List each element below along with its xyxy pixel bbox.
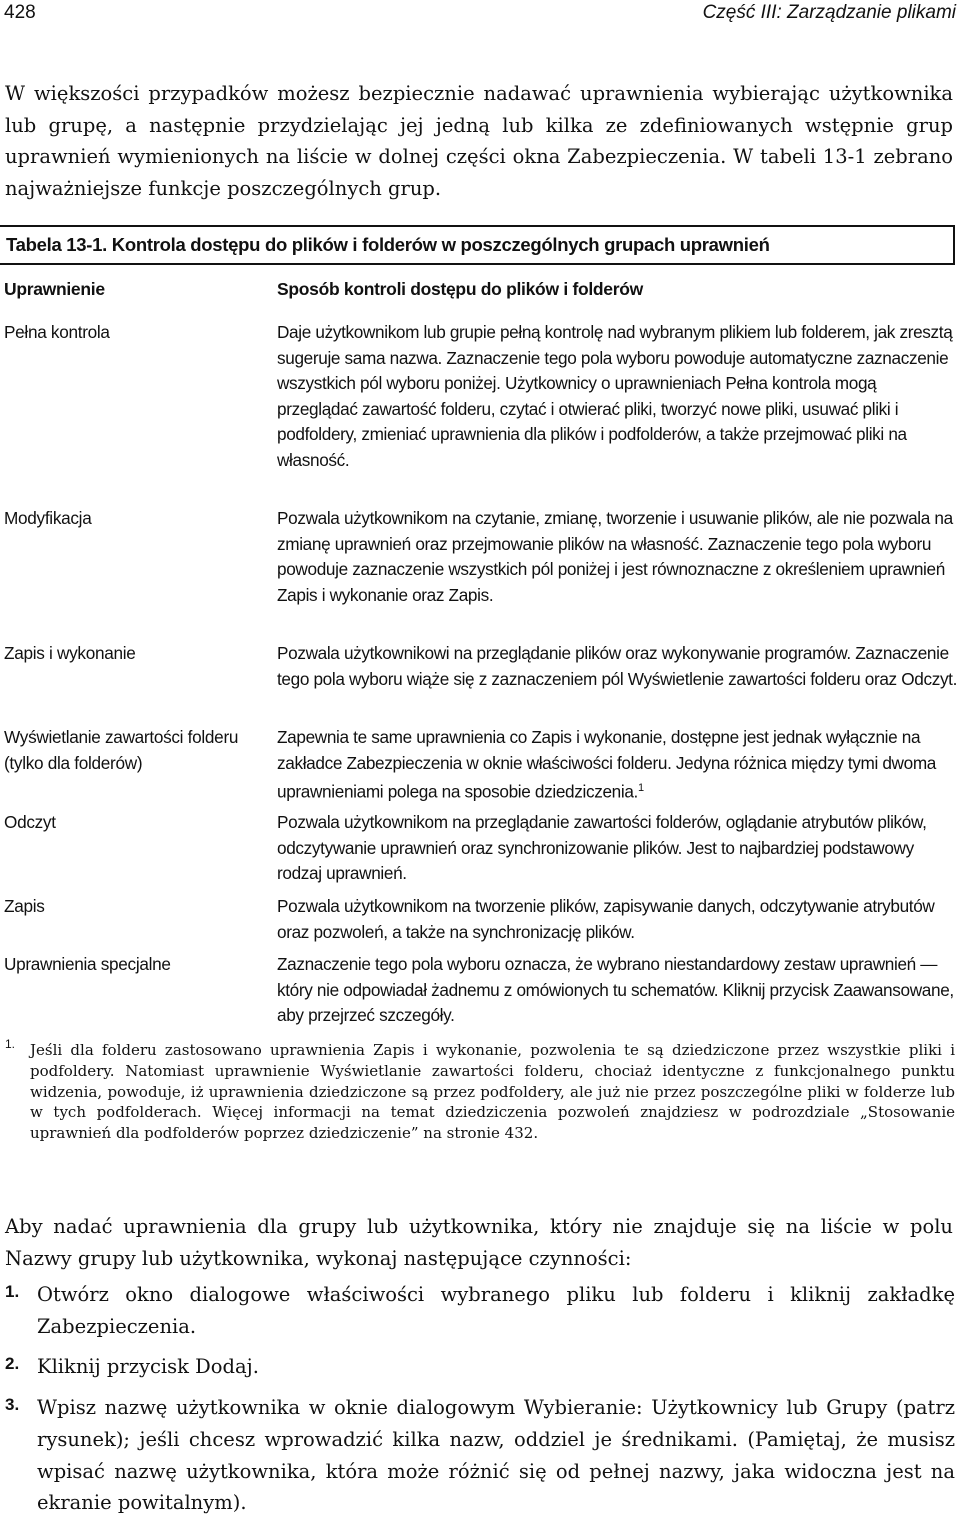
permission-name: Zapis xyxy=(4,896,45,916)
page-number: 428 xyxy=(4,2,36,23)
steps-list xyxy=(5,1279,955,1528)
step-number: 3. xyxy=(5,1395,20,1415)
permission-name: Wyświetlanie zawartości folderu (tylko dla folderów) xyxy=(4,727,239,773)
permission-name: Modyfikacja xyxy=(4,508,92,528)
running-head: Część III: Zarządzanie plikami xyxy=(702,2,956,23)
step-text: Kliknij przycisk Dodaj. xyxy=(37,1355,259,1379)
permission-description: Daje użytkownikom lub grupie pełną kontrolę nad wybranym plikiem lub folderem, jak zresztą sugeruje sama nazwa. Zaznaczenie tego pola wyboru powoduje automatyczne zaznaczenie wszystkich pól wyboru poniżej. Użytkownicy o uprawnieniach Pełna kontrola mogą przeglądać zawartość folderu, czytać i otwierać pliki, tworzyć nowe pliki, usuwać pliki i podfoldery, zmieniać uprawnienia dla plików i podfolderów, a także przejmować pliki na własność. xyxy=(277,322,953,470)
step-number: 1. xyxy=(5,1282,20,1301)
permission-description-wrap xyxy=(277,725,960,806)
permission-name: Uprawnienia specjalne xyxy=(4,954,171,974)
table-caption-number: Tabela 13-1. xyxy=(6,234,107,255)
permission-description: Pozwala użytkownikowi na przeglądanie plików oraz wykonywanie programów. Zaznaczenie tego pola wyboru wiąże się z zaznaczeniem pól Wyświetlenie zawartości folderu oraz Odczyt. xyxy=(277,643,958,689)
permission-description: Pozwala użytkownikom na tworzenie plików, zapisywanie danych, odczytywanie atrybutów oraz pozwoleń, a także na synchronizację plików. xyxy=(277,896,935,942)
intro-paragraph: W większości przypadków możesz bezpiecznie nadawać uprawnienia wybierając użytkownika lub grupę, a następnie przydzielając jej jedną lub kilka ze zdefiniowanych wstępnie grup uprawnień wymienionych na liście w dolnej części okna Zabezpieczenia. W tabeli 13-1 zebrano najważniejsze funkcje poszczególnych grup. xyxy=(5,82,953,201)
permission-description: Pozwala użytkownikom na czytanie, zmianę, tworzenie i usuwanie plików, ale nie pozwala na zmianę uprawnień oraz przejmowanie plików na własność. Zaznaczenie tego pola wyboru powoduje zaznaczenie wszystkich pól poniżej i jest równoznaczne z określeniem uprawnień Zapis i wykonanie oraz Zapis. xyxy=(277,508,953,605)
step-text: Wpisz nazwę użytkownika w oknie dialogowym Wybieranie: Użytkownicy lub Grupy (patrz rysunek); jeśli chcesz wprowadzić kilka nazw, oddziel je średnikami. (Pamiętaj, że musisz wpisać nazwę użytkownika, która może różnić się od pełnej nazwy, jaka widoczna jest na ekranie powitalnym). xyxy=(37,1396,955,1515)
step-text: Otwórz okno dialogowe właściwości wybranego pliku lub folderu i kliknij zakładkę Zabezpieczenia. xyxy=(37,1283,955,1338)
permission-description: Pozwala użytkownikom na przeglądanie zawartości folderów, oglądanie atrybutów plików, odczytywanie uprawnień oraz synchronizowanie plików. Jest to najbardziej podstawowy rodzaj uprawnień. xyxy=(277,812,927,884)
table-caption-title: Kontrola dostępu do plików i folderów w poszczególnych grupach uprawnień xyxy=(111,234,770,255)
permission-name: Zapis i wykonanie xyxy=(4,643,136,663)
permission-description: Zaznaczenie tego pola wyboru oznacza, że wybrano niestandardowy zestaw uprawnień — który nie odpowiadał żadnemu z omówionych tu schematów. Kliknij przycisk Zaawansowane, aby przejrzeć szczegóły. xyxy=(277,954,954,1026)
list-item xyxy=(5,1279,955,1342)
list-item xyxy=(5,1392,955,1519)
permission-name: Odczyt xyxy=(4,812,56,832)
footnote-mark: 1. xyxy=(5,1037,16,1051)
column-header-permission: Uprawnienie xyxy=(4,279,105,299)
body-paragraph: Aby nadać uprawnienia dla grupy lub użytkownika, który nie znajduje się na liście w polu Nazwy grupy lub użytkownika, wykonaj następujące czynności: xyxy=(5,1215,953,1270)
footnote-reference: 1 xyxy=(637,782,644,795)
permission-description: Zapewnia te same uprawnienia co Zapis i wykonanie, dostępne jest jednak wyłącznie na zakładce Zabezpieczenia w oknie właściwości folderu. Jedyna różnica między tymi dwoma uprawnieniami polega na sposobie dziedziczenia. xyxy=(277,727,937,802)
permission-name: Pełna kontrola xyxy=(4,322,110,342)
table-caption xyxy=(0,225,955,265)
footnote xyxy=(5,1037,955,1144)
step-number: 2. xyxy=(5,1354,20,1374)
column-header-description: Sposób kontroli dostępu do plików i folderów xyxy=(277,279,643,299)
list-item xyxy=(5,1351,955,1383)
page-header xyxy=(0,0,960,30)
footnote-text: Jeśli dla folderu zastosowano uprawnienia Zapis i wykonanie, pozwolenia te są dziedziczone przez wszystkie pliki i podfoldery. Natomiast uprawnienie Wyświetlanie zawartości folderu, chociaż identyczne z funkcjonalnego punktu widzenia, powoduje, iż uprawnienia dziedziczone są przez podfoldery, ale już nie przez poszczególne pliki w folderze lub w tych podfolderach. Więcej informacji na temat dziedziczenia pozwoleń znajdziesz w podrozdziale „Stosowanie uprawnień dla podfolderów poprzez dziedziczenie” na stronie 432. xyxy=(30,1041,955,1143)
